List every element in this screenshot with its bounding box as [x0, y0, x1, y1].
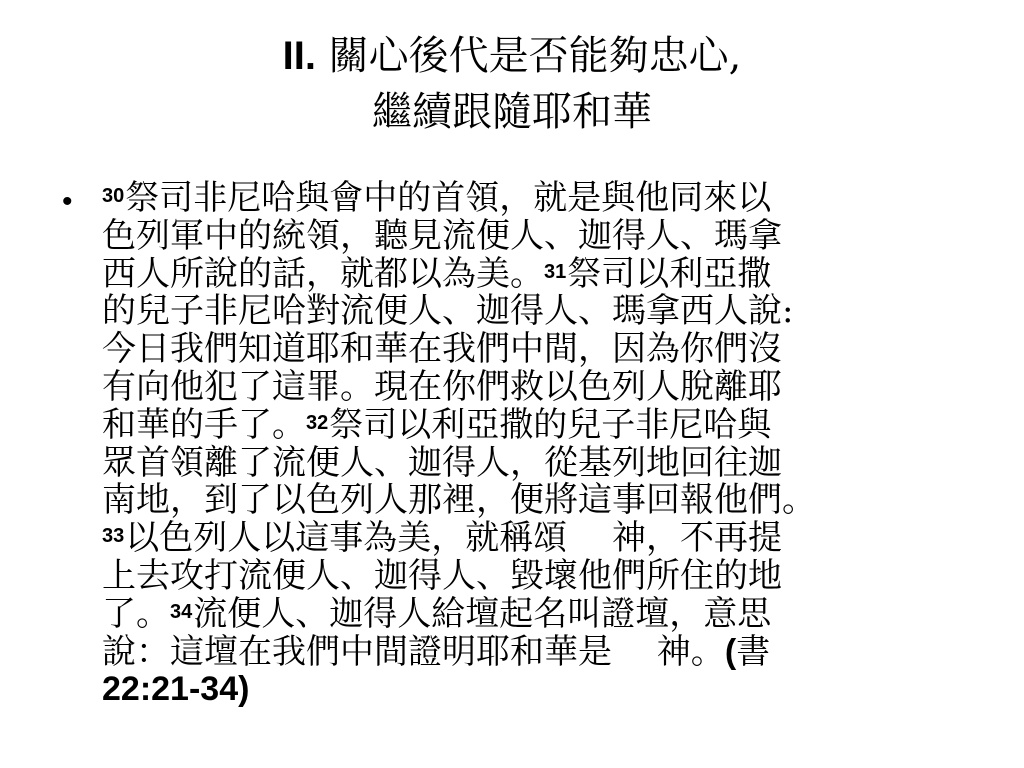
reference-open-paren: ( [724, 632, 737, 671]
title-line-1 [0, 28, 1024, 84]
verse-number-31: 31 [544, 260, 567, 283]
passage-line-10 [102, 520, 972, 558]
passage-line-12-text-2: 流便人、迦得人給壇起名叫證壇，意思 [193, 593, 772, 634]
verse-number-32: 32 [306, 411, 329, 434]
title-numeral: II. [282, 34, 316, 78]
passage-line-11: 上去攻打流便人、迦得人、毀壞他們所住的地 [102, 555, 782, 596]
title-line-1-text: 關心後代是否能夠忠心, [328, 33, 742, 79]
passage-line-1 [102, 180, 972, 218]
passage-line-3 [102, 253, 972, 294]
passage-line-7-text: 和華的手了。 [102, 404, 306, 445]
passage-line-2: 色列軍中的統領，聽見流便人、迦得人、瑪拿 [102, 215, 782, 256]
passage-line-7-text-2: 祭司以利亞撒的兒子非尼哈與 [329, 404, 772, 445]
verse-number-30: 30 [102, 185, 125, 207]
passage-line-8: 眾首領離了流便人、迦得人，從基列地回往迦 [102, 442, 782, 483]
passage-line-12 [102, 593, 972, 634]
title-line-2: 繼續跟隨耶和華 [372, 89, 652, 135]
verse-number-33: 33 [102, 525, 125, 548]
passage-line-12-text: 了。 [102, 593, 170, 634]
passage-line-1-text: 祭司非尼哈與會中的首領，就是與他同來以 [125, 178, 772, 218]
passage-line-9: 南地，到了以色列人那裡，便將這事回報他們。 [102, 480, 816, 521]
reference-book: 書 [736, 631, 771, 672]
passage-line-13 [102, 631, 972, 672]
passage-line-7 [102, 404, 972, 445]
passage-line-4: 的兒子非尼哈對流便人、迦得人、瑪拿西人說: [102, 291, 794, 332]
verse-number-34: 34 [170, 600, 193, 623]
passage-line-10-text: 以色列人以這事為美，就稱頌 神，不再提 [125, 518, 783, 559]
passage-line-3-text: 西人所說的話，就都以為美。 [102, 253, 544, 294]
scripture-reference: 22:21-34) [102, 670, 250, 709]
passage-line-13-text: 說：這壇在我們中間證明耶和華是 神。 [102, 631, 725, 672]
bullet-icon: • [62, 185, 73, 218]
slide-title [0, 28, 1024, 140]
passage-line-3-text-2: 祭司以利亞撒 [567, 253, 772, 294]
scripture-passage [102, 180, 972, 709]
passage-line-6: 有向他犯了這罪。現在你們救以色列人脫離耶 [102, 366, 782, 407]
passage-line-5: 今日我們知道耶和華在我們中間，因為你們沒 [102, 329, 782, 370]
